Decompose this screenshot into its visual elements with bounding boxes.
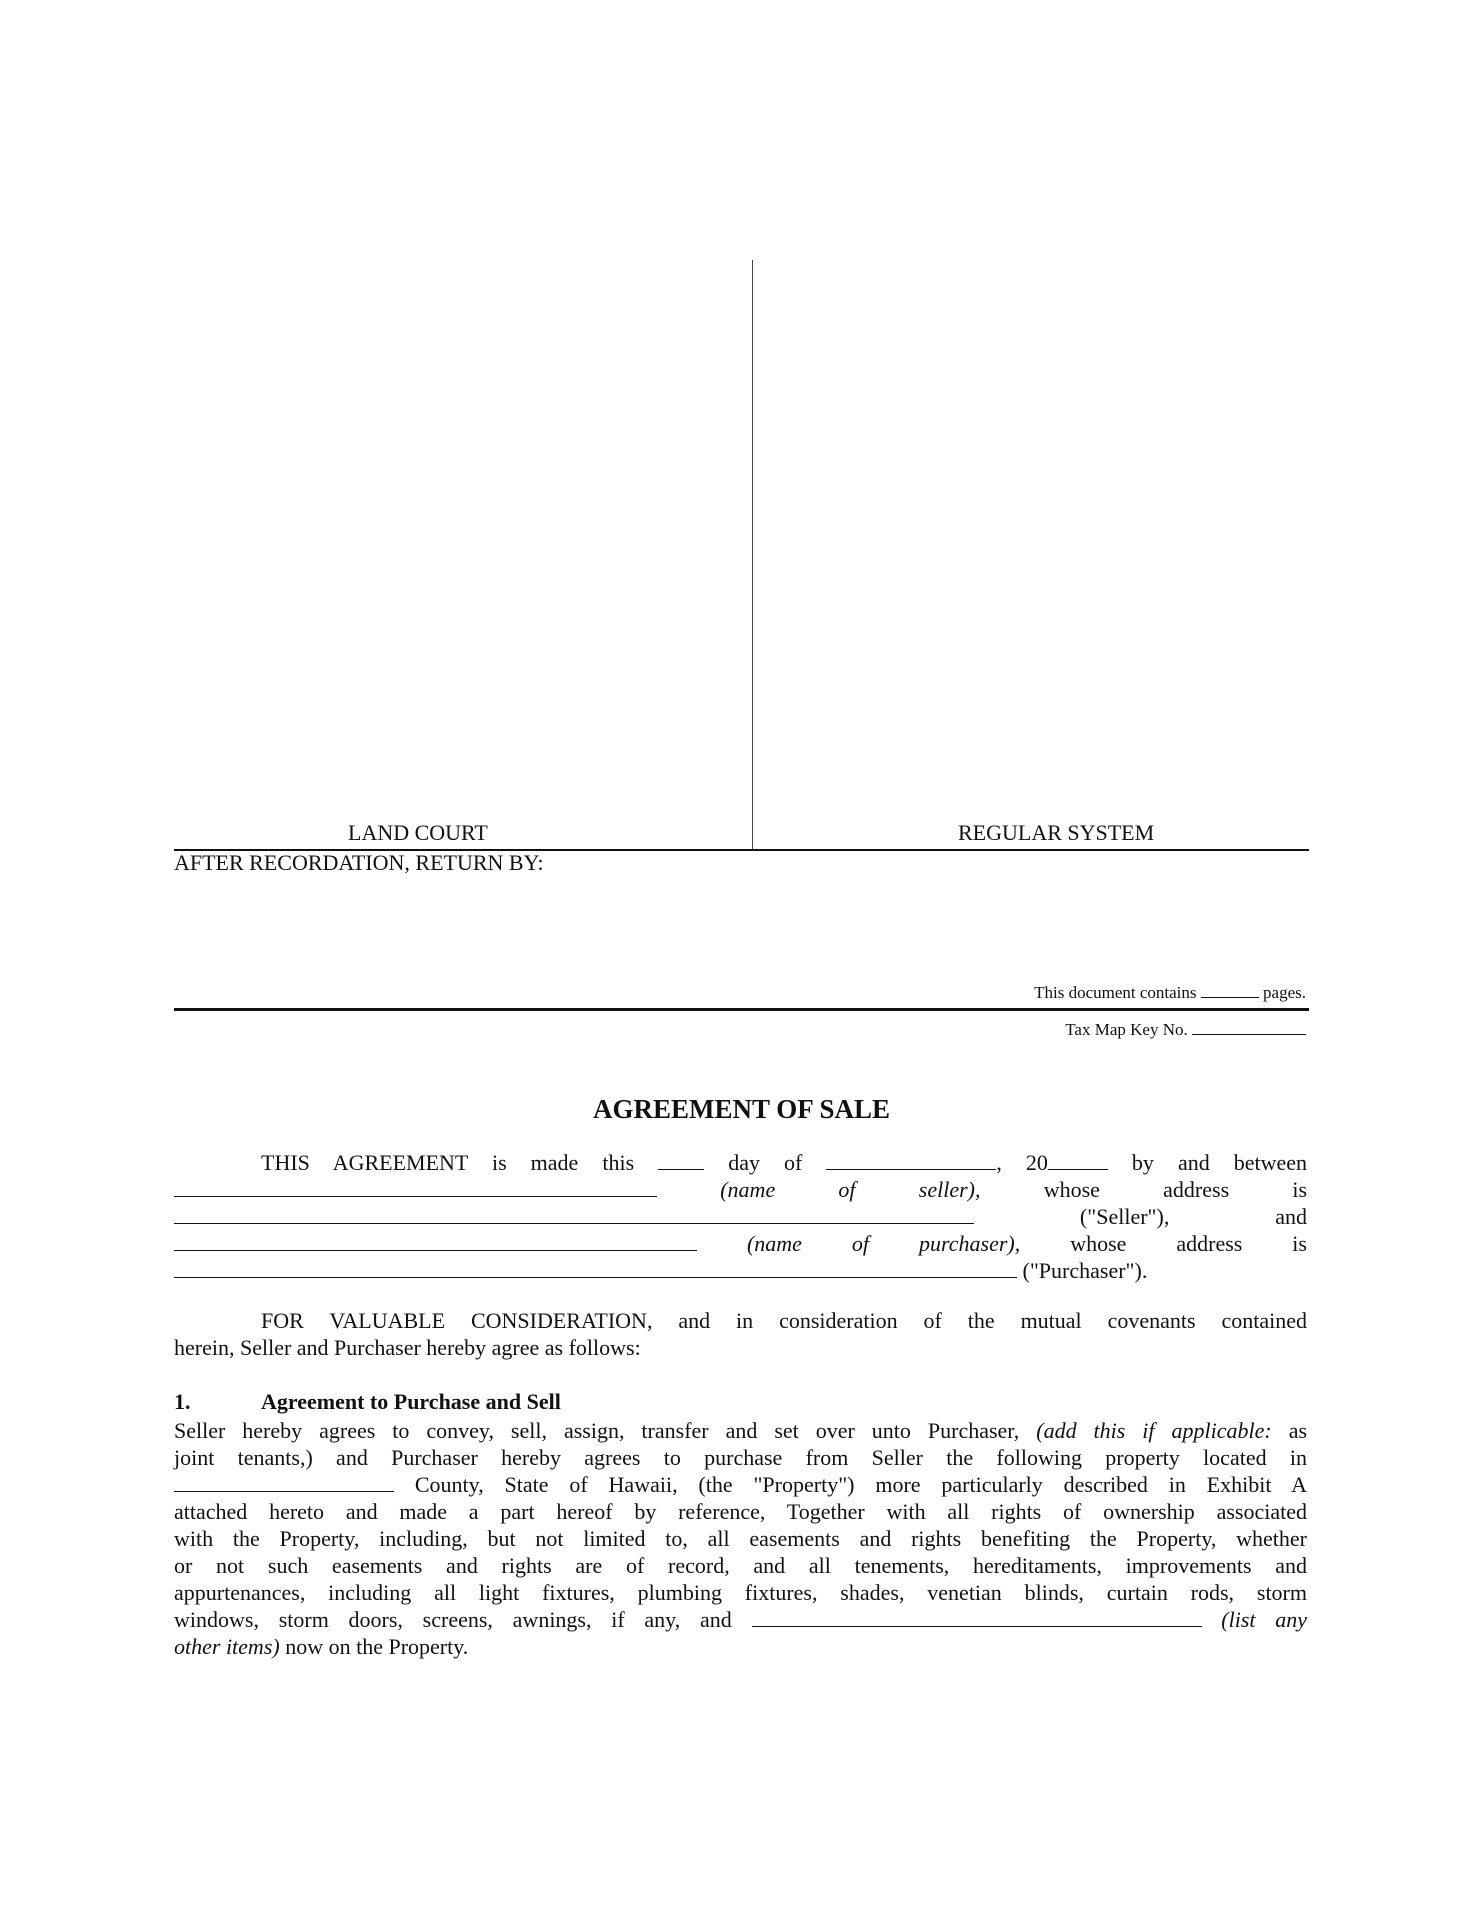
section-heading-text: Agreement to Purchase and Sell — [261, 1389, 561, 1414]
regular-system-label: REGULAR SYSTEM — [958, 820, 1155, 845]
thick-rule — [174, 1008, 1309, 1011]
section-1-line-5: with the Property, including, but not limited to, all easements and rights benefiting the Property, whether — [174, 1526, 1307, 1551]
county-field[interactable] — [174, 1471, 394, 1492]
section-1-line-7: appurtenances, including all light fixtures, plumbing fixtures, shades, venetian blinds, curtain rods, storm — [174, 1580, 1307, 1605]
intro-line-5 — [174, 1257, 1307, 1284]
section-1-line-3 — [174, 1471, 1307, 1498]
intro-text: THIS AGREEMENT is made this — [261, 1150, 635, 1175]
other-items-field[interactable] — [752, 1606, 1202, 1627]
list-hint: other items) — [174, 1634, 280, 1659]
body-text: windows, storm doors, screens, awnings, if any, and — [174, 1607, 732, 1632]
consideration-line-1: FOR VALUABLE CONSIDERATION, and in consideration of the mutual covenants contained — [261, 1308, 1307, 1333]
intro-text: whose address is — [1070, 1231, 1307, 1256]
document-title: AGREEMENT OF SALE — [592, 1094, 891, 1124]
seller-address-field[interactable] — [174, 1203, 974, 1224]
section-1-line-1 — [174, 1417, 1307, 1444]
list-hint: (list any — [1221, 1607, 1307, 1632]
body-text: Seller hereby agrees to convey, sell, assign, transfer and set over unto Purchaser, — [174, 1418, 1020, 1443]
column-divider — [752, 260, 753, 850]
intro-line-2 — [174, 1176, 1307, 1203]
section-number: 1. — [174, 1389, 191, 1414]
consideration-line-2: herein, Seller and Purchaser hereby agree as follows: — [174, 1335, 641, 1360]
return-by-label: AFTER RECORDATION, RETURN BY: — [174, 850, 544, 875]
applicable-hint: (add this if applicable: — [1036, 1418, 1272, 1443]
seller-name-field[interactable] — [174, 1176, 657, 1197]
section-1-line-9 — [174, 1633, 1307, 1660]
tax-map-line — [1065, 1020, 1306, 1040]
section-1-line-8 — [174, 1606, 1307, 1633]
intro-text: whose address is — [1043, 1177, 1308, 1202]
intro-line-4 — [174, 1230, 1307, 1257]
intro-line-1 — [174, 1149, 1307, 1176]
month-field[interactable] — [826, 1149, 996, 1170]
year-field[interactable] — [1048, 1149, 1108, 1170]
purchaser-address-field[interactable] — [174, 1257, 1017, 1278]
section-1-line-6: or not such easements and rights are of record, and all tenements, hereditaments, improvements and — [174, 1553, 1307, 1578]
intro-text: ("Purchaser"). — [1022, 1258, 1148, 1283]
intro-text: by and between — [1131, 1150, 1308, 1175]
section-1-line-4: attached hereto and made a part hereof by reference, Together with all rights of ownership associated — [174, 1499, 1307, 1524]
intro-text: , 20 — [996, 1150, 1048, 1175]
intro-text: day of — [728, 1150, 803, 1175]
seller-hint: (name of seller), — [720, 1177, 981, 1202]
body-text: County, State of Hawaii, (the "Property") more particularly described in Exhibit A — [414, 1472, 1307, 1497]
tax-map-label: Tax Map Key No. — [1065, 1020, 1188, 1039]
pages-label: pages. — [1263, 983, 1306, 1002]
intro-text: ("Seller"), and — [1079, 1204, 1307, 1229]
day-field[interactable] — [658, 1149, 704, 1170]
body-text: now on the Property. — [285, 1634, 469, 1659]
page-count-field[interactable] — [1201, 983, 1259, 998]
purchaser-name-field[interactable] — [174, 1230, 697, 1251]
purchaser-hint: (name of purchaser), — [746, 1231, 1021, 1256]
tax-map-field[interactable] — [1192, 1020, 1306, 1035]
section-1-line-2: joint tenants,) and Purchaser hereby agrees to purchase from Seller the following property located in — [174, 1445, 1307, 1470]
land-court-label: LAND COURT — [348, 820, 488, 845]
section-1-heading — [174, 1388, 1307, 1415]
intro-line-3 — [174, 1203, 1307, 1230]
doc-contains-label: This document contains — [1034, 983, 1197, 1002]
body-text: as — [1288, 1418, 1308, 1443]
page-count-line — [1034, 983, 1306, 1003]
